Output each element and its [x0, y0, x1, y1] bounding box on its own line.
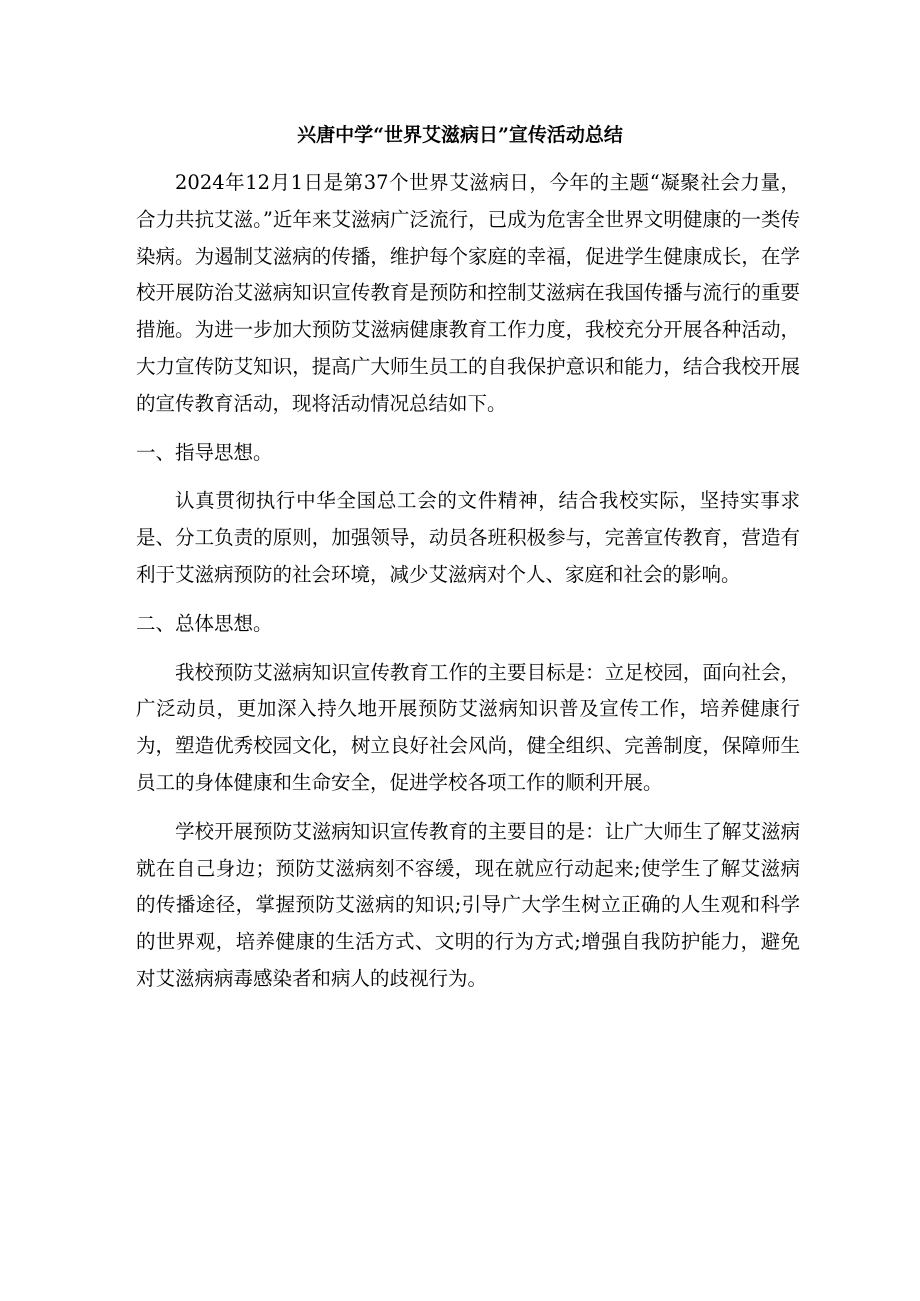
overall-purpose-paragraph: 学校开展预防艾滋病知识宣传教育的主要目的是：让广大师生了解艾滋病就在自己身边；预防艾滋病刻不容缓，现在就应行动起来;使学生了解艾滋病的传播途径，掌握预防艾滋病的知识;引导广大学生树立正确的人生观和科学的世界观，培养健康的生活方式、文明的行为方式;增强自我防护能力，避免对艾滋病病毒感染者和病人的歧视行为。	[136, 819, 800, 990]
section-heading-overall-ideology: 二、总体思想。	[136, 611, 273, 635]
intro-paragraph: 2024年12月1日是第37个世界艾滋病日，今年的主题“凝聚社会力量，合力共抗艾滋。”近年来艾滋病广泛流行，已成为危害全世界文明健康的一类传染病。为遏制艾滋病的传播，维护每个家庭的幸福，促进学生健康成长，在学校开展防治艾滋病知识宣传教育是预防和控制艾滋病在我国传播与流行的重要措施。为进一步加大预防艾滋病健康教育工作力度，我校充分开展各种活动，大力宣传防艾知识，提高广大师生员工的自我保护意识和能力，结合我校开展的宣传教育活动，现将活动情况总结如下。	[136, 171, 800, 415]
overall-goals-paragraph: 我校预防艾滋病知识宣传教育工作的主要目标是：立足校园，面向社会，广泛动员，更加深入持久地开展预防艾滋病知识普及宣传工作，培养健康行为，塑造优秀校园文化，树立良好社会风尚，健全组织、完善制度，保障师生员工的身体健康和生命安全，促进学校各项工作的顺利开展。	[136, 660, 800, 794]
paragraph-gap	[136, 802, 800, 814]
document-body	[136, 165, 800, 998]
guiding-ideology-paragraph: 认真贯彻执行中华全国总工会的文件精神，结合我校实际，坚持实事求是、分工负责的原则，加强领导，动员各班积极参与，完善宣传教育，营造有利于艾滋病预防的社会环境，减少艾滋病对个人、家庭和社会的影响。	[136, 489, 800, 586]
section-heading-guiding-ideology: 一、指导思想。	[136, 440, 273, 464]
document-title: 兴唐中学“世界艾滋病日”宣传活动总结	[297, 124, 623, 146]
